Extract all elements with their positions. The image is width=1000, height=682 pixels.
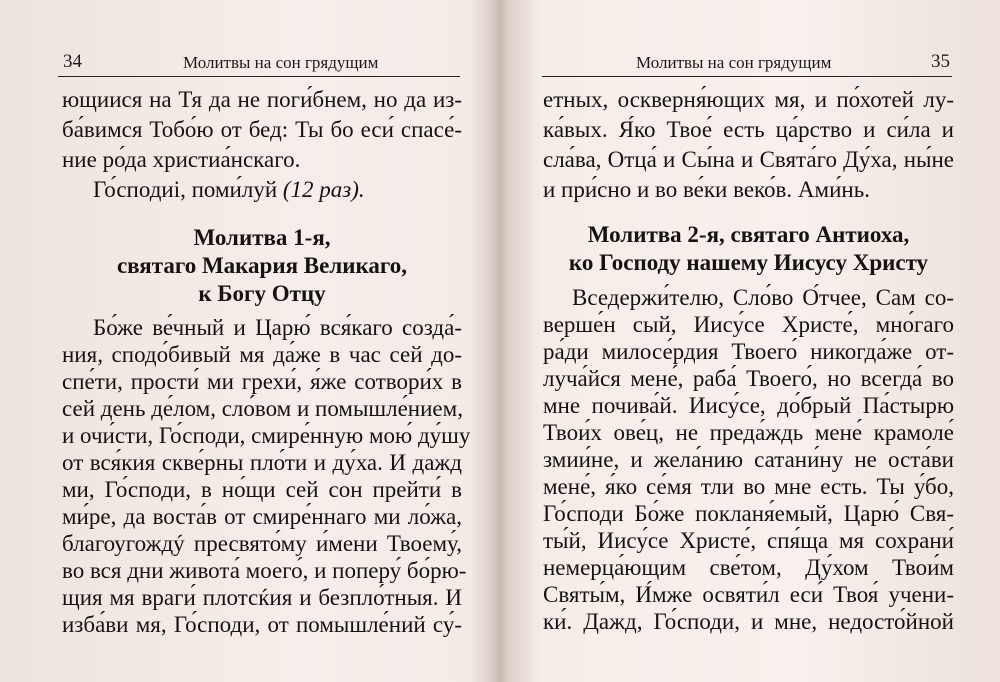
- text-line: ющиися на Тя да не поги́бнем, но да из-: [62, 87, 462, 112]
- text-line: Вседержи́телю, Сло́во О́тчее, Сам со-: [572, 285, 954, 310]
- text-line: ба́вимся Тобо́ю от бед: Ты бо еси́ спасе́-: [62, 117, 462, 142]
- text-line: змии́не, и жела́нию сатани́ну не оста́ви: [543, 447, 954, 472]
- text-line: Святы́м, И́мже освяти́л еси́ Твоя́ учени-: [543, 582, 954, 607]
- text-line: Го́споди Бо́же покланя́емый, Царю́ Свя-: [543, 501, 954, 526]
- text-line: от вся́кия скве́рны пло́ти и ду́ха. И дажд: [62, 450, 462, 475]
- left-running-head: [58, 50, 460, 77]
- text-line: во вся дни живота́ моего́, и поперу́ бо́рю-: [62, 558, 467, 583]
- text-line: ки́. Дажд, Го́споди, и мне, недосто́йной: [543, 609, 954, 634]
- text-line: и при́сно и во ве́ки веко́в. Ами́нь.: [543, 177, 870, 202]
- prayer-heading: к Богу Отцу: [198, 281, 326, 306]
- text-line: ты́й, Иису́се Христе́, спя́ща мя сохрани́: [543, 528, 954, 553]
- text-line: щия мя враги́ плотсќия и безпло́тныя. И: [62, 585, 462, 610]
- text-line: етных, оскверня́ющих мя, и по́хотей лу-: [543, 87, 954, 112]
- prayer-heading: Молитва 1-я,: [193, 225, 331, 250]
- text-line: сла́ва, Отца́ и Сы́на и Свята́го Ду́ха, ны́не: [543, 147, 954, 172]
- text-line: мне почива́й. Иису́се, до́брый Па́стырю: [543, 393, 954, 418]
- text-line: ми, Го́споди, в но́щи сей сон прейти́ в: [62, 477, 462, 502]
- refrain-note: (12 раз).: [282, 177, 365, 202]
- refrain-line: [93, 176, 462, 204]
- text-line: благоугождý пресвято́му и́мени Твоему́,: [62, 531, 462, 556]
- left-page-number: 34: [63, 51, 82, 72]
- text-line: немерца́ющим све́том, Ду́хом Твои́м: [543, 555, 954, 580]
- text-line: ка́вых. Я́ко Твое́ есть ца́рство и си́ла и: [543, 117, 954, 142]
- text-line: спе́ти, прости́ ми грехи́, я́же сотвори́х в: [62, 369, 462, 394]
- text-line: ра́ди милосе́рдия Твоего́ никогда́же от-: [543, 339, 954, 364]
- prayer-heading: ко Господу нашему Иисусу Христу: [568, 250, 929, 275]
- text-line: изба́ви мя, Го́споди, от помышле́ний су́-: [62, 612, 462, 637]
- text-line: Бо́же ве́чный и Царю́ вся́каго созда́-: [93, 315, 462, 340]
- refrain-text: Го́сподиi, поми́луй: [93, 177, 278, 202]
- text-line: Твои́х ове́ц, не преда́ждь мене́ крамоле́: [543, 420, 954, 445]
- text-line: луча́йся мене́, раба́ Твоего́, но всегда́ во: [543, 366, 954, 391]
- right-page: [510, 0, 1000, 682]
- left-running-title: Молитвы на сон грядущим: [183, 53, 379, 72]
- text-line: ми́ре, да воста́в от смире́ннаго ми ло́жа,: [62, 504, 462, 529]
- text-line: сей день де́лом, сло́вом и помышле́нием,: [62, 396, 463, 421]
- text-line: и очи́сти, Го́споди, смире́нную мою́ ду́шу: [62, 423, 471, 448]
- right-running-head: [542, 50, 952, 77]
- right-running-title: Молитвы на сон грядущим: [636, 53, 832, 72]
- left-page: [0, 0, 490, 682]
- text-line: мене́, я́ко се́мя тли во мне есть. Ты у́бо,: [543, 474, 954, 499]
- text-line: ния, сподо́бивый мя да́же в час сей до-: [62, 342, 462, 367]
- prayer-heading: Молитва 2-я, святаго Антиоха,: [587, 222, 910, 247]
- text-line: ние ро́да христиа́нскаго.: [62, 147, 301, 172]
- prayer-heading: святаго Макария Великаго,: [116, 253, 408, 278]
- text-line: верше́н сый, Иису́се Христе́, мно́гаго: [543, 312, 954, 337]
- right-page-number: 35: [931, 51, 950, 72]
